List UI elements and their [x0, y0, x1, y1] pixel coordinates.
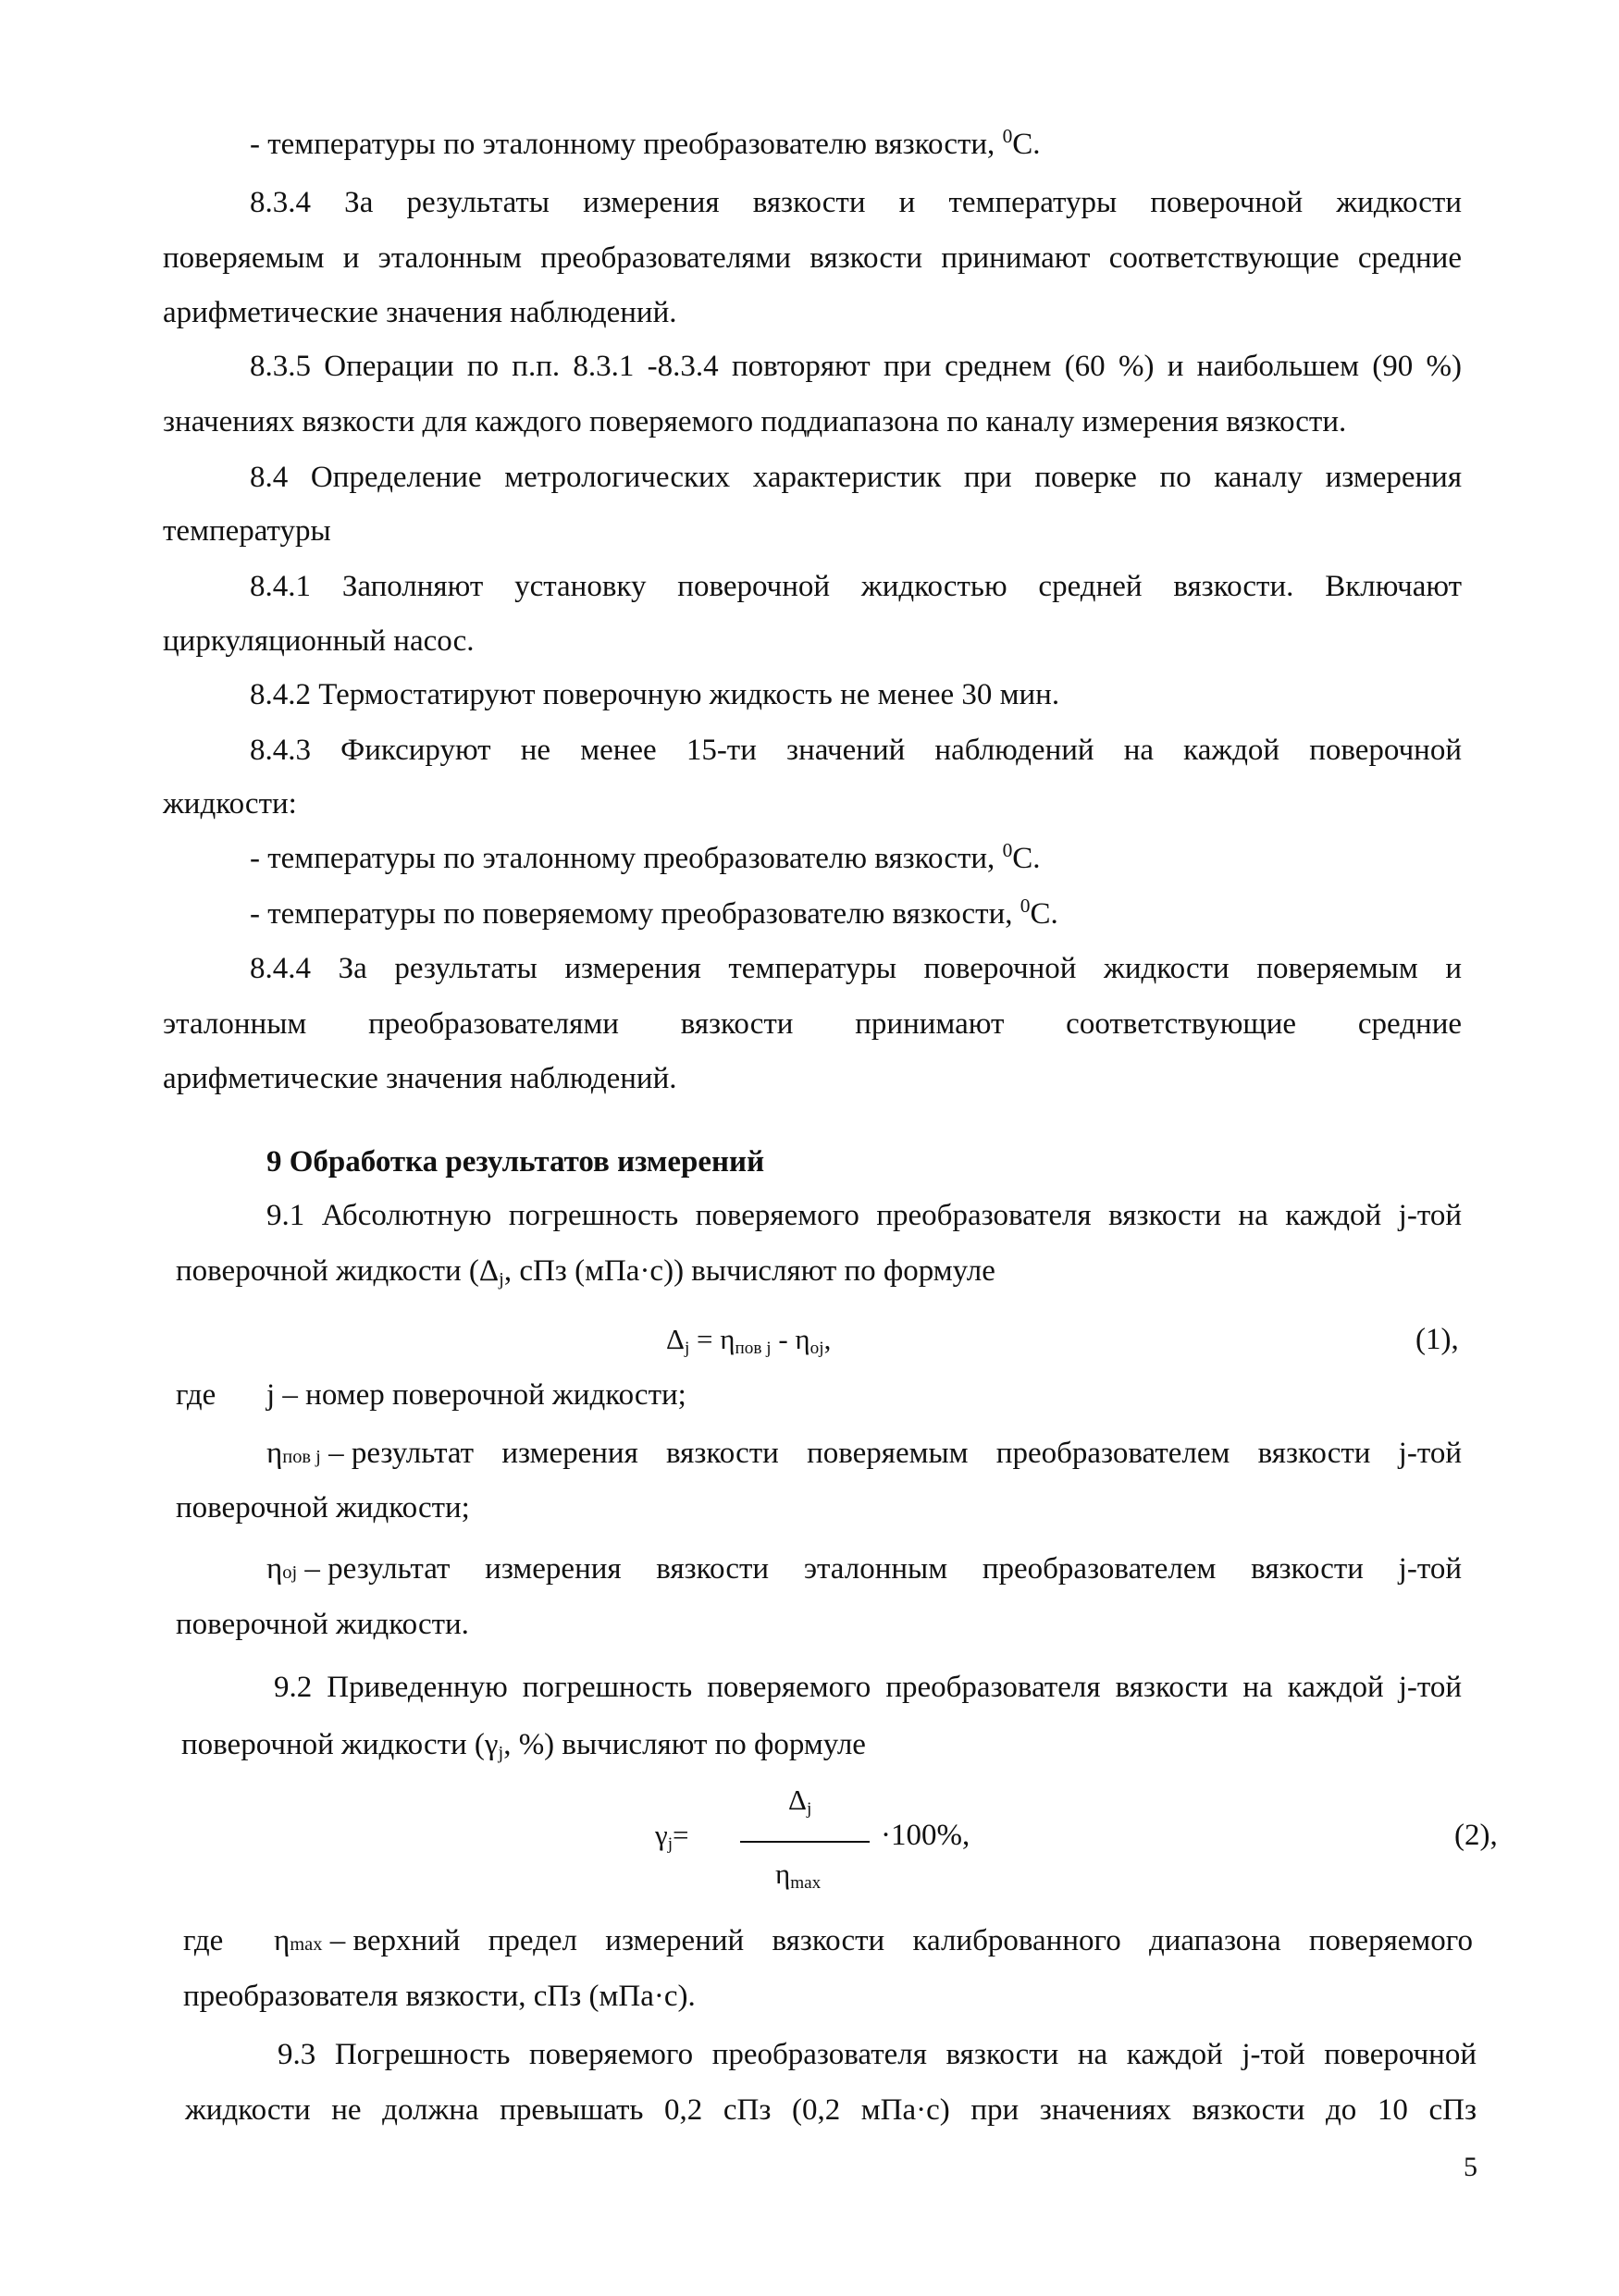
line-text: 9.3 Погрешность поверяемого преобразователя вязкости на каждой j-той поверочной — [278, 2038, 1477, 2071]
fraction-bar — [740, 1841, 870, 1843]
line-text: эталонным преобразователями вязкости принимают соответствующие средние — [163, 1007, 1462, 1041]
para-8-3-4-line1 — [250, 188, 1462, 218]
para-8-4-3-line2: жидкости: — [163, 787, 297, 821]
gamma-symbol: γ — [655, 1819, 668, 1851]
degree-superscript: 0 — [1002, 125, 1013, 148]
line-text: поверяемым и эталонным преобразователями вязкости принимают соответствующие средние — [163, 241, 1462, 275]
line-temp-verified — [250, 895, 1058, 931]
eta-symbol: η — [720, 1323, 735, 1355]
equals-sign: = — [689, 1323, 721, 1355]
subscript: oj — [810, 1338, 824, 1358]
para-8-4-1-line2: циркуляционный насос. — [163, 624, 475, 658]
equation-number-2: (2), — [1454, 1819, 1498, 1852]
para-8-4-2: 8.4.2 Термостатируют поверочную жидкость не менее 30 мин. — [250, 678, 1060, 711]
equals-sign: = — [673, 1819, 689, 1851]
where-label-2: где — [183, 1924, 224, 1957]
line-text: результат измерения вязкости эталонным преобразователем вязкости j-той — [328, 1552, 1462, 1586]
where-label-1: где — [176, 1378, 216, 1412]
para-9-1-line1 — [266, 1201, 1462, 1231]
degree-superscript: 0 — [1020, 895, 1031, 918]
equation-number-1: (1), — [1415, 1323, 1459, 1356]
para-8-3-4-line3: арифметические значения наблюдений. — [163, 296, 677, 329]
line-text: 9.2 Приведенную погрешность поверяемого преобразователя вязкости на каждой j-той — [274, 1671, 1462, 1704]
line-text: , сПз (мПа·с)) вычисляют по формуле — [503, 1254, 995, 1288]
definition-eta-pov: η пов j – результат измерения вязкости поверяемым преобразователем вязкости j-той — [266, 1437, 1462, 1470]
line-text: 8.4.1 Заполняют установку поверочной жидкостью средней вязкости. Включают — [250, 570, 1462, 603]
para-9-2-line1 — [274, 1673, 1462, 1703]
page-number: 5 — [1464, 2152, 1477, 2182]
line-text: - температуры по эталонному преобразователю вязкости, — [250, 842, 1003, 875]
line-temp-reference-2 — [250, 839, 1041, 875]
delta-symbol: Δ — [788, 1784, 807, 1816]
equation-2-numerator — [788, 1784, 812, 1819]
line-text: 8.4.4 За результаты измерения температуры поверочной жидкости поверяемым и — [250, 952, 1462, 985]
degree-unit: С. — [1030, 897, 1058, 931]
subscript: j — [667, 1833, 674, 1854]
subscript-j: j — [499, 1269, 504, 1290]
line-text: верхний предел измерений вязкости калиброванного диапазона поверяемого — [352, 1924, 1473, 1957]
subscript: пов j — [735, 1338, 772, 1358]
dash: – — [297, 1552, 328, 1586]
para-9-1-line2 — [176, 1254, 995, 1290]
equation-2-lhs — [655, 1819, 689, 1854]
para-8-3-5-line2: значениях вязкости для каждого поверяемого поддиапазона по каналу измерения вязкости. — [163, 405, 1347, 438]
para-8-4-line1 — [250, 463, 1462, 493]
comma: , — [823, 1323, 832, 1355]
line-text: 8.3.5 Операции по п.п. 8.3.1 -8.3.4 повторяют при среднем (60 %) и наибольшем (90 %) — [250, 350, 1462, 383]
definition-eta-oj: η oj – результат измерения вязкости эталонным преобразователем вязкости j-той — [266, 1552, 1462, 1586]
subscript-j: j — [498, 1743, 504, 1764]
line-temp-reference-1 — [250, 125, 1041, 161]
para-8-3-5-line1 — [250, 352, 1462, 382]
para-8-4-3-line1 — [250, 735, 1462, 766]
para-8-3-4-line2 — [163, 243, 1462, 274]
line-text: поверочной жидкости (Δ — [176, 1254, 500, 1288]
line-text: 9.1 Абсолютную погрешность поверяемого преобразователя вязкости на каждой j-той — [266, 1199, 1462, 1232]
line-text: жидкости не должна превышать 0,2 сПз (0,2 мПа·с) при значениях вязкости до 10 сПз — [185, 2093, 1477, 2127]
degree-superscript: 0 — [1002, 839, 1013, 862]
delta-symbol: Δ — [666, 1323, 685, 1355]
line-text: результат измерения вязкости поверяемым преобразователем вязкости j-той — [351, 1437, 1462, 1470]
line-text: - температуры по поверяемому преобразователю вязкости, — [250, 897, 1020, 931]
definition-eta-pov-line2: поверочной жидкости; — [176, 1491, 470, 1524]
dash: – — [322, 1924, 353, 1957]
dash: – — [320, 1437, 352, 1470]
definition-eta-oj-line2: поверочной жидкости. — [176, 1608, 469, 1641]
minus-sign: - — [771, 1323, 796, 1355]
equation-2-denominator — [775, 1858, 822, 1893]
para-9-2-line2 — [181, 1728, 866, 1764]
subscript: j — [684, 1338, 690, 1358]
line-text: 8.3.4 За результаты измерения вязкости и температуры поверочной жидкости — [250, 186, 1462, 219]
equation-1 — [666, 1323, 832, 1358]
line-text: поверочной жидкости (γ — [181, 1728, 499, 1761]
section-heading-9: 9 Обработка результатов измерений — [266, 1145, 765, 1179]
para-8-4-1-line1 — [250, 572, 1462, 602]
eta-symbol: η — [775, 1858, 791, 1890]
subscript: j — [806, 1798, 812, 1819]
line-text: - температуры по эталонному преобразователю вязкости, — [250, 128, 1003, 161]
para-8-4-4-line1 — [250, 954, 1462, 984]
line-text: 8.4.3 Фиксируют не менее 15-ти значений наблюдений на каждой поверочной — [250, 734, 1462, 767]
eta-symbol: η — [266, 1437, 283, 1470]
eta-symbol: η — [274, 1924, 290, 1957]
para-8-4-line2: температуры — [163, 514, 331, 548]
degree-unit: С. — [1012, 128, 1041, 161]
equation-2-factor: ·100%, — [881, 1819, 970, 1852]
para-8-4-4-line2 — [163, 1009, 1462, 1040]
para-9-3-line1 — [278, 2040, 1477, 2070]
definition-eta-max: η max – верхний предел измерений вязкости калиброванного диапазона поверяемого — [274, 1924, 1473, 1957]
definition-eta-max-line2: преобразователя вязкости, сПз (мПа·с). — [183, 1980, 696, 2013]
eta-symbol: η — [795, 1323, 810, 1355]
para-8-4-4-line3: арифметические значения наблюдений. — [163, 1062, 677, 1095]
subscript: max — [790, 1872, 822, 1893]
definition-j: j – номер поверочной жидкости; — [266, 1378, 686, 1412]
degree-unit: С. — [1012, 842, 1041, 875]
line-text: 8.4 Определение метрологических характеристик при поверке по каналу измерения — [250, 461, 1462, 494]
para-9-3-line2 — [185, 2095, 1477, 2126]
eta-symbol: η — [266, 1552, 283, 1586]
line-text: , %) вычисляют по формуле — [503, 1728, 866, 1761]
